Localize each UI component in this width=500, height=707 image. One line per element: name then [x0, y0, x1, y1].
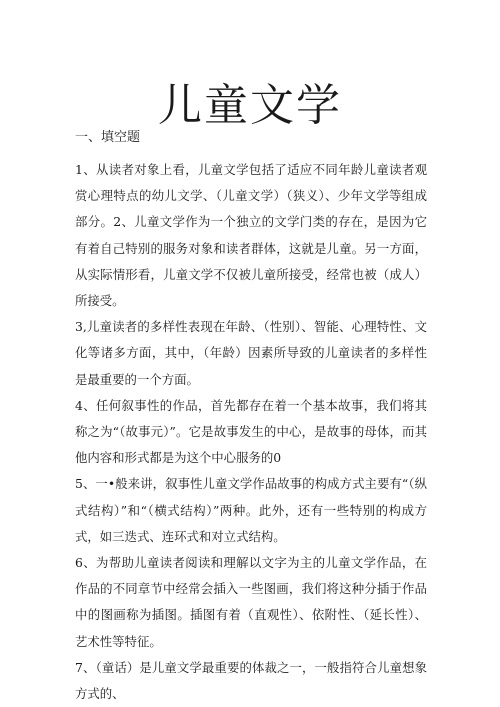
paragraph-7: 7、（童话）是儿童文学最重要的体裁之一，一般指符合儿童想象方式的、 [75, 659, 427, 702]
section-heading: 一、填空题 [75, 130, 141, 145]
paragraph-5: 5、一•般来讲，叙事性儿童文学作品故事的构成方式主要有“（纵式结构）”和“（横式结构）”两种。此外，还有一些特别的构成方式，如三迭式、连环式和对立式结构。 [75, 476, 427, 544]
paragraph-4: 4、任何叙事性的作品，首先都存在着一个基本故事，我们将其称之为“（故事元）”。它是故事发生的中心，是故事的母体，而其他内容和形式都是为这个中心服务的0 [75, 397, 427, 466]
paragraph-1: 1、从读者对象上看，儿童文学包括了适应不同年龄儿童读者观赏心理特点的幼儿文学、（儿童文学）（狭义）、少年文学等组成部分。2、儿童文学作为一个独立的文学门类的存在，是因为它有着自己特别的服务对象和读者群体，这就是儿童。另一方面，从实际情形看，儿童文学不仅被儿童所接受，经常也被（成人）所接受。 [75, 162, 427, 309]
paragraph-6: 6、为帮助儿童读者阅读和理解以文字为主的儿童文学作品，在作品的不同章节中经常会插入一些图画，我们将这种分插于作品中的图画称为插图。插图有着（直观性）、依附性、（延长性）、艺术性等特征。 [75, 555, 427, 649]
paragraph-3: 3,儿童读者的多样性表现在年龄、（性别）、智能、心理特性、文化等诸多方面，其中，（年龄）因素所导致的儿童读者的多样性是最重要的一个方面。 [75, 319, 427, 387]
document-body [75, 157, 427, 707]
document-title: 儿童文学 [158, 80, 342, 131]
